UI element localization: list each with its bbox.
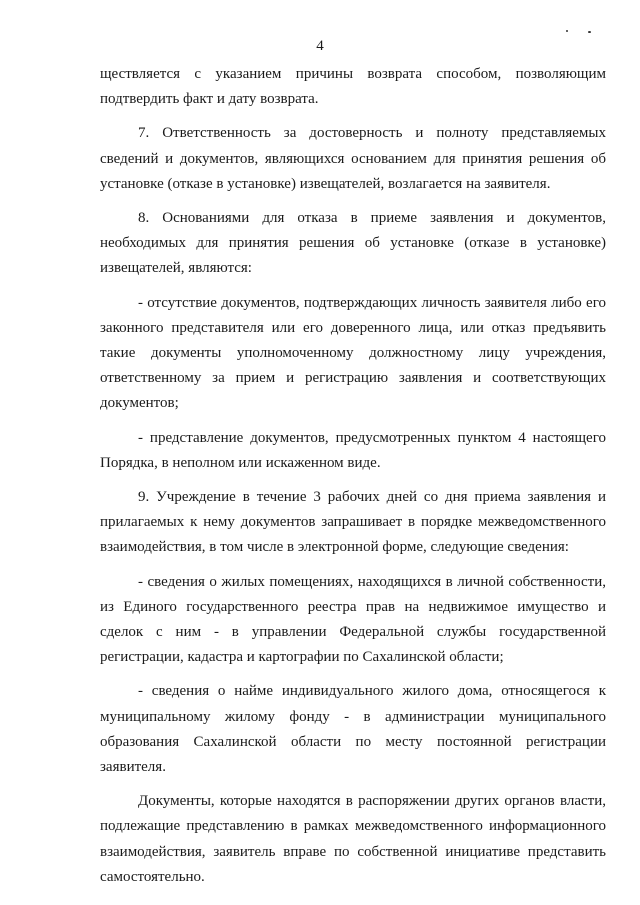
scan-specks xyxy=(566,28,596,34)
paragraph-item-9: 9. Учреждение в течение 3 рабочих дней со дня приема заявления и прилагаемых к нему документов запрашивает в порядке межведомственного взаимодействия, в том числе в электронной форме, следующие сведения: xyxy=(100,489,606,556)
paragraph-continuation: ществляется с указанием причины возврата способом, позволяющим подтвердить факт и дату возврата. xyxy=(100,66,606,108)
scan-speck xyxy=(588,31,591,33)
paragraph-item-8-bullet-2: - представление документов, предусмотренных пунктом 4 настоящего Порядка, в неполном или искаженном виде. xyxy=(100,429,606,471)
paragraph-item-8-bullet-1: - отсутствие документов, подтверждающих личность заявителя либо его законного представителя или его доверенного лица, или отказ предъявить такие документы уполномоченному должностному лицу учреждения, ответственному за прием и регистрацию заявления и соответствующих документов; xyxy=(100,294,606,412)
scan-speck xyxy=(566,30,568,32)
page-number: 4 xyxy=(316,38,324,54)
document-body xyxy=(100,62,606,899)
paragraph-item-7: 7. Ответственность за достоверность и полноту представляемых сведений и документов, являющихся основанием для принятия решения об установке (отказе в установке) извещателей, возлагается на заявителя. xyxy=(100,125,606,192)
paragraph-item-8: 8. Основаниями для отказа в приеме заявления и документов, необходимых для принятия решения об установке (отказе в установке) извещателей, являются: xyxy=(100,210,606,277)
paragraph-closing: Документы, которые находятся в распоряжении других органов власти, подлежащие представлению в рамках межведомственного информационного взаимодействия, заявитель вправе по собственной инициативе представить самостоятельно. xyxy=(100,793,606,885)
paragraph-item-9-bullet-2: - сведения о найме индивидуального жилого дома, относящегося к муниципальному жилому фонду - в администрации муниципального образования Сахалинской области по месту постоянной регистрации заявителя. xyxy=(100,683,606,776)
paragraph-item-9-bullet-1: - сведения о жилых помещениях, находящихся в личной собственности, из Единого государственного реестра прав на недвижимое имущество и сделок с ним - в управлении Федеральной службы государственной регистрации, кадастра и картографии по Сахалинской области; xyxy=(100,573,606,666)
